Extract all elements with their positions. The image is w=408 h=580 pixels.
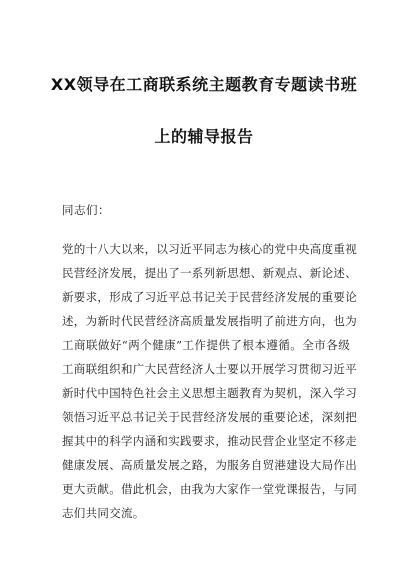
- paragraph-line: 握其中的科学内涵和实践要求，推动民营企业坚定不移走: [62, 434, 357, 448]
- paragraph-line: 更大贡献。借此机会，由我为大家作一堂党课报告，与同: [62, 482, 357, 496]
- paragraph-line: 新时代中国特色社会主义思想主题教育为契机，深入学习: [62, 386, 357, 400]
- paragraph-line: 工商联组织和广大民营经济人士要以开展学习贯彻习近平: [62, 362, 357, 376]
- paragraph-line: 领悟习近平总书记关于民营经济发展的重要论述，深刻把: [62, 410, 357, 424]
- paragraph-line: 民营经济发展，提出了一系列新思想、新观点、新论述、: [62, 266, 357, 280]
- paragraph-line: 述，为新时代民营经济高质量发展指明了前进方向，也为: [62, 314, 357, 328]
- paragraph-line: 工商联做好“两个健康”工作提供了根本遵循。全市各级: [62, 338, 350, 352]
- paragraph-line: 健康发展、高质量发展之路，为服务自贸港建设大局作出: [62, 458, 357, 472]
- document-title-line-1: XX领导在工商联系统主题教育专题读书班: [50, 75, 358, 94]
- paragraph-line: 志们共同交流。: [62, 506, 145, 520]
- paragraph-line: 党的十八大以来，以习近平同志为核心的党中央高度重视: [62, 242, 357, 256]
- document-title-line-2: 上的辅导报告: [154, 127, 254, 146]
- paragraph-line: 新要求，形成了习近平总书记关于民营经济发展的重要论: [62, 290, 357, 304]
- salutation: 同志们：: [62, 203, 110, 217]
